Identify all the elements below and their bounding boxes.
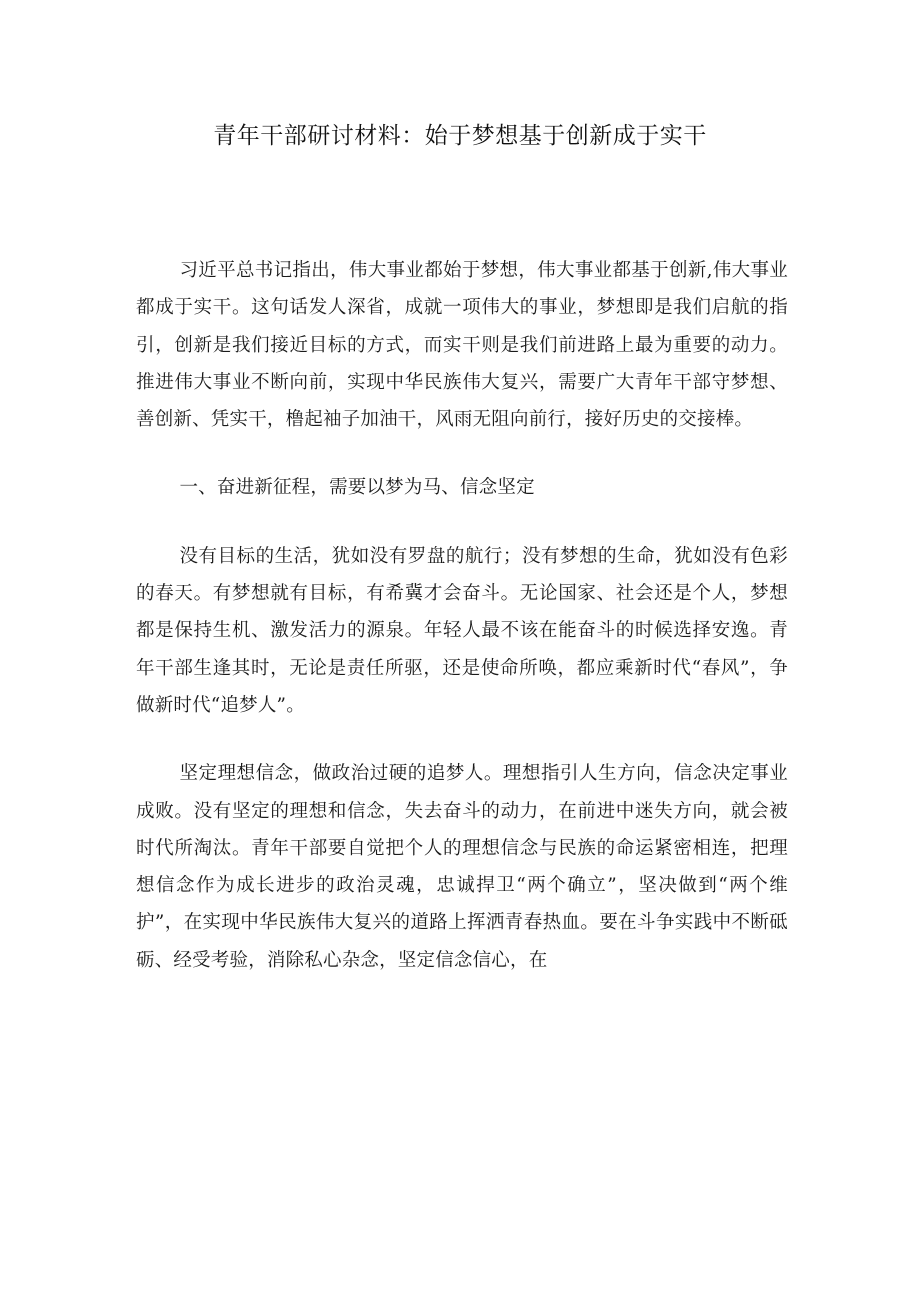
paragraph-belief: 坚定理想信念，做政治过硬的追梦人。理想指引人生方向，信念决定事业成败。没有坚定的理想和信念，失去奋斗的动力，在前进中迷失方向，就会被时代所淘汰。青年干部要自觉把个人的理想信念与民族的命运紧密相连，把理想信念作为成长进步的政治灵魂，忠诚捍卫“两个确立”，坚决做到“两个维护”，在实现中华民族伟大复兴的道路上挥洒青春热血。要在斗争实践中不断砥砺、经受考验，消除私心杂念，坚定信念信心，在 — [136, 763, 788, 971]
paragraph-intro: 习近平总书记指出，伟大事业都始于梦想，伟大事业都基于创新,伟大事业都成于实干。这句话发人深省，成就一项伟大的事业，梦想即是我们启航的指引，创新是我们接近目标的方式，而实干则是我们前进路上最为重要的动力。推进伟大事业不断向前，实现中华民族伟大复兴，需要广大青年干部守梦想、善创新、凭实干，橹起袖子加油干，风雨无阻向前行，接好历史的交接棒。 — [136, 260, 788, 431]
document-body — [136, 252, 788, 979]
section-heading-1: 一、奋进新征程，需要以梦为马、信念坚定 — [179, 477, 535, 499]
document-title: 青年干部研讨材料：始于梦想基于创新成于实干 — [213, 123, 707, 149]
paragraph-dream: 没有目标的生活，犹如没有罗盘的航行；没有梦想的生命，犹如没有色彩的春天。有梦想就有目标，有希冀才会奋斗。无论国家、社会还是个人，梦想都是保持生机、激发活力的源泉。年轻人最不该在能奋斗的时候选择安逸。青年干部生逢其时，无论是责任所驱，还是使命所唤，都应乘新时代“春风”，争做新时代“追梦人”。 — [136, 545, 788, 716]
